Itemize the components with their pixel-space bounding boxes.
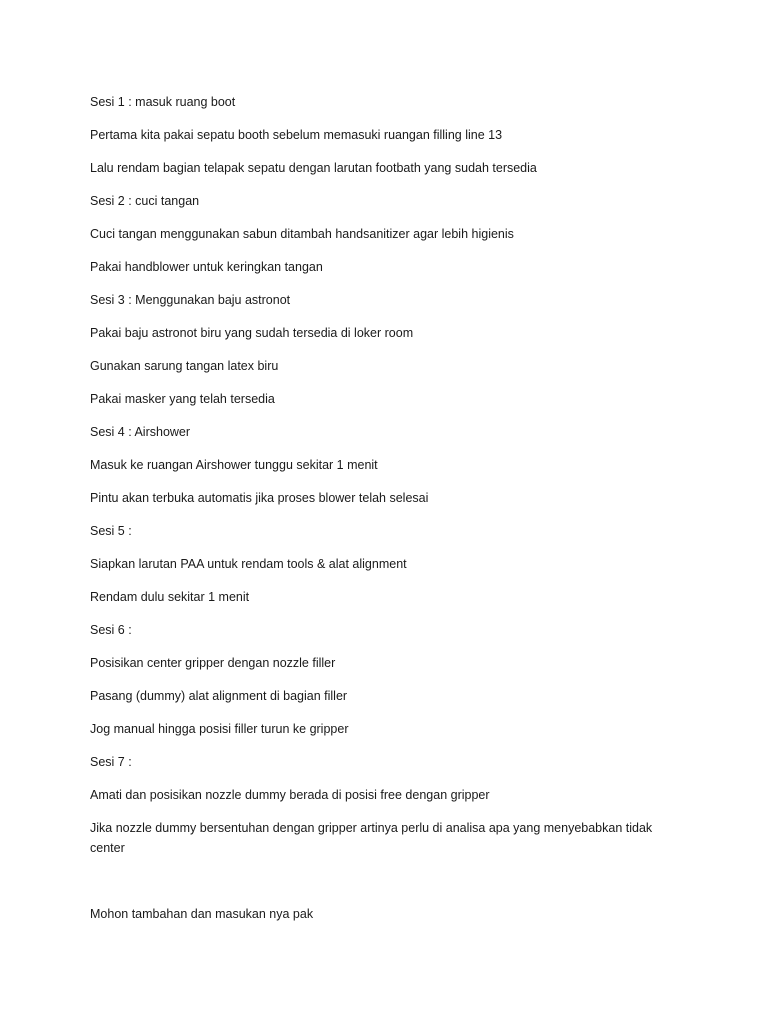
session-5-heading: Sesi 5 : xyxy=(90,524,132,538)
paragraph: Lalu rendam bagian telapak sepatu dengan larutan footbath yang sudah tersedia xyxy=(90,161,537,175)
blank-line xyxy=(90,871,680,904)
document-body xyxy=(90,92,680,937)
paragraph: Posisikan center gripper dengan nozzle filler xyxy=(90,656,336,670)
session-4-heading: Sesi 4 : Airshower xyxy=(90,425,191,439)
paragraph: Masuk ke ruangan Airshower tunggu sekitar 1 menit xyxy=(90,458,378,472)
paragraph: Jog manual hingga posisi filler turun ke gripper xyxy=(90,722,349,736)
paragraph: Pasang (dummy) alat alignment di bagian filler xyxy=(90,689,348,703)
paragraph: Pakai handblower untuk keringkan tangan xyxy=(90,260,323,274)
paragraph: Rendam dulu sekitar 1 menit xyxy=(90,590,250,604)
paragraph: Jika nozzle dummy bersentuhan dengan gripper artinya perlu di analisa apa yang menyebabkan tidak center xyxy=(90,821,653,855)
paragraph: Gunakan sarung tangan latex biru xyxy=(90,359,279,373)
session-6-heading: Sesi 6 : xyxy=(90,623,132,637)
paragraph: Cuci tangan menggunakan sabun ditambah handsanitizer agar lebih higienis xyxy=(90,227,514,241)
paragraph: Amati dan posisikan nozzle dummy berada di posisi free dengan gripper xyxy=(90,788,490,802)
session-7-heading: Sesi 7 : xyxy=(90,755,132,769)
paragraph: Pakai masker yang telah tersedia xyxy=(90,392,275,406)
closing-note: Mohon tambahan dan masukan nya pak xyxy=(90,907,314,921)
paragraph: Pakai baju astronot biru yang sudah tersedia di loker room xyxy=(90,326,414,340)
paragraph: Pintu akan terbuka automatis jika proses blower telah selesai xyxy=(90,491,429,505)
paragraph: Siapkan larutan PAA untuk rendam tools & alat alignment xyxy=(90,557,407,571)
session-2-heading: Sesi 2 : cuci tangan xyxy=(90,194,200,208)
session-3-heading: Sesi 3 : Menggunakan baju astronot xyxy=(90,293,291,307)
paragraph: Pertama kita pakai sepatu booth sebelum memasuki ruangan filling line 13 xyxy=(90,128,503,142)
session-1-heading: Sesi 1 : masuk ruang boot xyxy=(90,95,236,109)
